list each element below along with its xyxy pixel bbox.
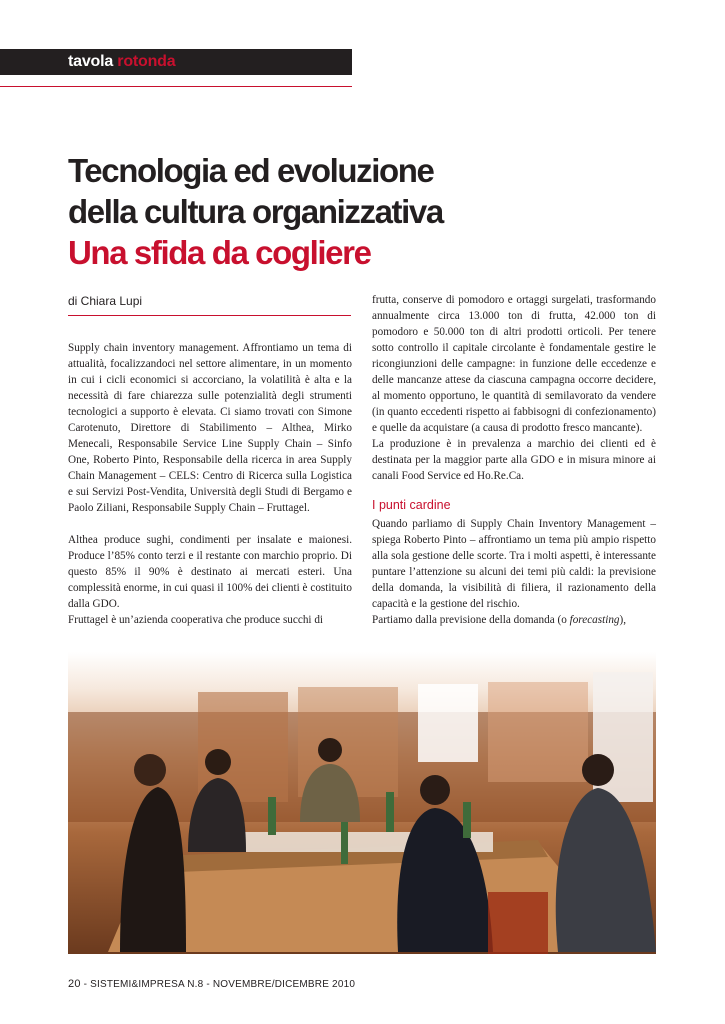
section-header-bar bbox=[0, 49, 352, 75]
byline-rule bbox=[68, 315, 351, 316]
article-subtitle: Una sfida da cogliere bbox=[68, 234, 371, 271]
section-label-word2: rotonda bbox=[117, 53, 176, 70]
byline: di Chiara Lupi bbox=[68, 294, 143, 308]
left-column bbox=[68, 340, 352, 628]
roundtable-photo bbox=[68, 652, 656, 954]
roundtable-photo-illustration bbox=[68, 652, 656, 954]
paragraph: Supply chain inventory management. Affrontiamo un tema di attualità, focalizzandoci nel settore alimentare, in un momento in cui i cicli economici si accorciano, la volatilità è alta e la necessità di fare chiarezza sulle potenzialità degli strumenti tecnologici a supporto è elevata. Ci siamo trovati con Simone Carotenuto, Direttore di Stabilimento – Althea, Mirko Menecali, Responsabile Service Line Supply Chain – Sinfo One, Roberto Pinto, Responsabile della ricerca in area Supply Chain Management – CELS: Centro di Ricerca sulla Logistica e sui Servizi Post-Vendita, Università degli Studi di Bergamo e Paolo Ziliani, Responsabile Supply Chain – Fruttagel. bbox=[68, 342, 352, 514]
section-label bbox=[68, 53, 175, 71]
section-subhead: I punti cardine bbox=[372, 498, 451, 512]
title-line-1: Tecnologia ed evoluzione bbox=[68, 152, 434, 189]
paragraph: Fruttagel è un’azienda cooperativa che produce succhi di bbox=[68, 614, 324, 626]
paragraph: Quando parliamo di Supply Chain Inventory Management – spiega Roberto Pinto – affrontiamo un tema più ampio rispetto alla sola gestione delle scorte. Tra i molti aspetti, è interessante puntare l’attenzione su alcuni dei temi più caldi: la previsione della domanda, la visibilità di filiera, il razionamento della capacità e la gestione del rischio. bbox=[372, 518, 656, 610]
section-label-word1: tavola bbox=[68, 53, 114, 70]
footer-text: - SISTEMI&IMPRESA N.8 - NOVEMBRE/DICEMBRE 2010 bbox=[80, 979, 356, 990]
page-footer bbox=[68, 978, 355, 990]
last-para-end: ), bbox=[619, 614, 627, 626]
paragraph: La produzione è in prevalenza a marchio dei clienti ed è destinata per la maggior parte alla GDO e in misura minore ai canali Food Service ed Ho.Re.Ca. bbox=[372, 438, 656, 482]
last-para-italic: forecasting bbox=[569, 614, 620, 626]
paragraph: frutta, conserve di pomodoro e ortaggi surgelati, trasformando annualmente circa 13.000 ton di frutta, 42.000 ton di pomodoro e 50.000 ton di altri prodotti orticoli. Per tenere sotto controllo il capitale circolante è fondamentale gestire le ricongiunzioni delle campagne: in funzione delle eccedenze e delle mancanze attese da ciascuna campagna occorre decidere, al momento opportuno, le quantità di semilavorato da vendere (in quanto eccedenti rispetto ai fabbisogni di confezionamento) e quelle da acquistare (a causa di prodotto fresco mancante). bbox=[372, 294, 656, 434]
paragraph-last bbox=[372, 612, 656, 628]
page-number: 20 bbox=[68, 978, 81, 990]
paragraph: Althea produce sughi, condimenti per insalate e maionesi. Produce l’85% conto terzi e il restante con marchio proprio. Di questo 85% il 90% è destinato ai mercati esteri. Una complessità enorme, in cui quasi il 100% dei clienti è costituito dalla GDO. bbox=[68, 534, 352, 610]
section-rule bbox=[0, 86, 352, 87]
right-column bbox=[372, 292, 656, 628]
title-line-2: della cultura organizzativa bbox=[68, 193, 443, 230]
article-title bbox=[68, 150, 628, 273]
last-para-start: Partiamo dalla previsione della domanda (o bbox=[372, 614, 570, 626]
